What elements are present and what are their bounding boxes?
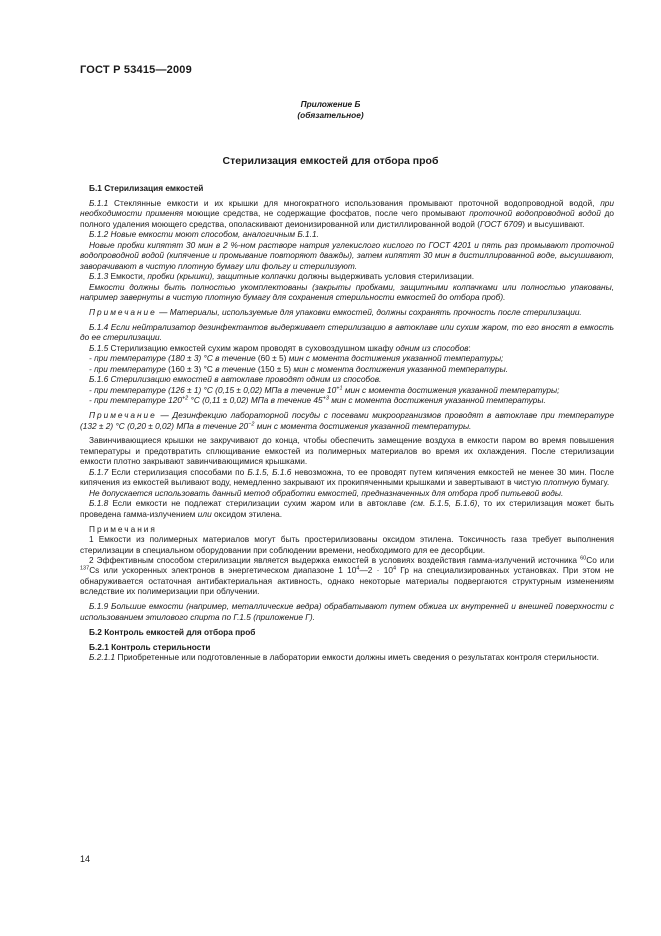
paragraph-b1-7 bbox=[80, 467, 614, 488]
paragraph-b1-9: Б.1.9 Большие емкости (например, металлические ведра) обрабатывают путем обжига их внутренней и внешней поверхности с использованием этилового спирта по Г.1.5 (приложение Г). bbox=[80, 601, 614, 622]
page-number: 14 bbox=[80, 854, 91, 864]
text-span: — Материалы, используемые для упаковки емкостей, должны сохранять прочность после стерилизации. bbox=[156, 306, 582, 317]
note-2 bbox=[80, 410, 614, 431]
text-span: Co или bbox=[586, 554, 614, 565]
text-span: Б.1.5, Б.1.6 bbox=[247, 466, 292, 477]
clause-number: Б.1.8 bbox=[89, 498, 109, 509]
superscript: 60 bbox=[580, 555, 587, 562]
heading-b2-1: Б.2.1 Контроль стерильности bbox=[89, 641, 211, 652]
note-item-2 bbox=[80, 555, 614, 597]
appendix-title: Приложение Б bbox=[300, 99, 361, 109]
text-span: - при температуре (180 ± 3) °C в течение bbox=[89, 353, 256, 364]
text-span: одним из способов bbox=[395, 342, 469, 353]
list-item-autoclave-126 bbox=[80, 385, 614, 395]
text-span: пробки (крышки), защитные колпачки bbox=[147, 271, 296, 282]
clause-number: Б.1.7 bbox=[89, 466, 109, 477]
paragraph-b2-1-1 bbox=[80, 652, 614, 662]
text-span: (150 ± 5) bbox=[255, 363, 294, 374]
note-1 bbox=[80, 307, 614, 317]
text-span: , то их стерилизация может быть проведена гамма-излучением bbox=[80, 498, 614, 519]
text-span: : bbox=[468, 342, 471, 353]
text-span: проточной водопроводной водой bbox=[469, 208, 601, 219]
text-span: Стеклянные емкости и их крышки для многократного использования промывают проточной водопроводной водой, bbox=[108, 197, 601, 208]
paragraph-b1-3 bbox=[80, 271, 614, 281]
text-span: мин с момента достижения указанной температуры; bbox=[342, 384, 560, 395]
text-span: бумагу. bbox=[579, 477, 610, 488]
text-span: Приобретенные или подготовленные в лаборатории емкости должны иметь сведения о результатах контроля стерильности. bbox=[115, 652, 599, 663]
superscript: −2 bbox=[248, 421, 255, 428]
text-span: или bbox=[197, 508, 212, 519]
text-span: — Дезинфекцию лабораторной посуды с посевами микроорганизмов проводят в автоклаве при температуре (132 ± 2) °C (0,20 ± 0,02) МПа в течение 20 bbox=[80, 410, 614, 431]
text-span: ) и высушивают. bbox=[522, 218, 585, 229]
text-span: оксидом этилена. bbox=[211, 508, 283, 519]
appendix-status: (обязательное) bbox=[297, 110, 364, 120]
paragraph-b1-1 bbox=[80, 198, 614, 229]
text-span: °C (0,11 ± 0,02) МПа в течение 45 bbox=[188, 395, 323, 406]
text-span: Емкости, bbox=[108, 271, 148, 282]
text-span: Если емкости не подлежат стерилизации сухим жаром или в автоклаве bbox=[108, 498, 411, 509]
superscript: +1 bbox=[336, 385, 343, 392]
text-span: мин с момента достижения указанной температуры; bbox=[288, 353, 504, 364]
text-span: Если стерилизация способами по bbox=[108, 466, 248, 477]
text-span: мин с момента достижения указанной температуры. bbox=[254, 420, 472, 431]
text-span: мин с момента достижения указанной температуры. bbox=[328, 395, 546, 406]
text-span: невозможна, то ее проводят путем кипячения емкостей не менее 30 мин. После кипячения из емкостей выливают воду, немедленно закрывают их прокипяченными крышками и завертывают в чистую bbox=[80, 466, 614, 488]
text-span: —2 · 10 bbox=[359, 565, 393, 576]
text-span: - при температуре 120 bbox=[89, 395, 182, 406]
clause-number: Б.1.1 bbox=[89, 197, 109, 208]
list-item-autoclave-120 bbox=[80, 395, 614, 405]
text-span: мин с момента достижения указанной температуры. bbox=[293, 363, 508, 374]
section-title: Стерилизация емкостей для отбора проб bbox=[222, 155, 439, 167]
document-body bbox=[80, 183, 614, 663]
superscript: 4 bbox=[392, 565, 396, 572]
text-span: моющие средства, не содержащие фосфатов, после чего промывают bbox=[183, 208, 470, 219]
text-span: (160 ± 3) °C bbox=[165, 363, 216, 374]
paragraph-b1-6: Б.1.6 Стерилизацию емкостей в автоклаве проводят одним из способов. bbox=[89, 374, 382, 385]
paragraph-b1-7-restriction: Не допускается использовать данный метод обработки емкостей, предназначенных для отбора проб питьевой воды. bbox=[89, 487, 564, 498]
note-label: Примечание bbox=[89, 410, 157, 421]
paragraph-b1-5 bbox=[80, 343, 614, 353]
superscript: 4 bbox=[356, 565, 360, 572]
list-item-dry-heat-160 bbox=[80, 364, 614, 374]
clause-number: Б.2.1.1 bbox=[89, 652, 116, 663]
paragraph-b1-3-packing: Емкости должны быть полностью укомплектованы (закрыты пробками, защитными колпачками или полностью упакованы, например завернуты в чистую плотную бумагу для сохранения стерильности емкостей до отбора проб). bbox=[80, 281, 614, 303]
heading-b2: Б.2 Контроль емкостей для отбора проб bbox=[89, 626, 256, 637]
paragraph-b1-2-corks: Новые пробки кипятят 30 мин в 2 %-ном растворе натрия углекислого кислого по ГОСТ 4201 и пять раз промывают проточной водопроводной водой (кипячение и промывание повторяют дважды), затем кипятят 30 мин в дистиллированной воде, высушивают, заворачивают в чистую плотную бумагу или фольгу и стерилизуют. bbox=[80, 239, 614, 271]
paragraph-b1-4: Б.1.4 Если нейтрализатор дезинфектантов выдерживает стерилизацию в автоклаве или сухим жаром, то его вносят в емкость до ее стерилизации. bbox=[80, 321, 614, 343]
text-span: Гр на специализированных установках. При этом не обнаруживается остаточная антибактериальная активность, однако некоторые материалы подвергаются структурным изменениям вследствие их полимеризации при облучении. bbox=[80, 565, 615, 597]
superscript: 137 bbox=[80, 565, 90, 572]
clause-number: Б.1.3 bbox=[89, 271, 109, 282]
paragraph-b1-8 bbox=[80, 498, 614, 519]
note-label: Примечание bbox=[89, 306, 157, 317]
list-item-dry-heat-180 bbox=[80, 353, 614, 363]
clause-number: Б.1.5 bbox=[89, 342, 109, 353]
text-span: должны выдерживать условия стерилизации. bbox=[295, 271, 475, 282]
paragraph-screw-caps: Завинчивающиеся крышки не закручивают до конца, чтобы обеспечить замещение воздуха в емкости паром во время повышения температуры и предотвратить сплющивание емкостей из полимерных материалов во время их охлаждения. После стерилизации емкости плотно закрывают завинчивающимися крышками. bbox=[80, 435, 614, 467]
text-span: плотную bbox=[543, 477, 580, 488]
text-span: Стерилизацию емкостей сухим жаром проводят в суховоздушном шкафу bbox=[108, 342, 396, 353]
text-span: 2 Эффективным способом стерилизации является выдержка емкостей в условиях воздействия гамма-излучений источника bbox=[89, 554, 581, 565]
text-span: Cs или ускоренных электронов в энергетическом диапазоне 1 10 bbox=[89, 565, 357, 576]
superscript: +3 bbox=[322, 395, 329, 402]
paragraph-b1-2: Б.1.2 Новые емкости моют способом, аналогичным Б.1.1. bbox=[89, 229, 319, 240]
text-span: - при температуре (126 ± 1) °C (0,15 ± 0,02) МПа в течение 10 bbox=[89, 384, 337, 395]
text-span: (60 ± 5) bbox=[255, 353, 289, 364]
text-span: - при температуре bbox=[89, 363, 166, 374]
text-span: (см. Б.1.5, Б.1.6) bbox=[410, 498, 478, 509]
text-span: ГОСТ 6709 bbox=[480, 218, 523, 229]
superscript: +2 bbox=[181, 395, 189, 402]
heading-b1: Б.1 Стерилизация емкостей bbox=[89, 183, 204, 193]
notes-heading: Примечания bbox=[89, 523, 157, 534]
text-span: до полного удаления моющего средства, ополаскивают деионизированной или дистиллированной водой ( bbox=[80, 208, 615, 229]
note-item-1: 1 Емкости из полимерных материалов могут быть простерилизованы оксидом этилена. Токсичность газа требует выполнения стерилизации в специальном оборудовании при соблюдении времени, необходимого для ее десорбции. bbox=[80, 534, 614, 555]
document-code-header: ГОСТ Р 53415—2009 bbox=[80, 64, 192, 76]
text-span: в течение bbox=[215, 363, 256, 374]
text-span: при необходимости применяя bbox=[80, 197, 614, 219]
